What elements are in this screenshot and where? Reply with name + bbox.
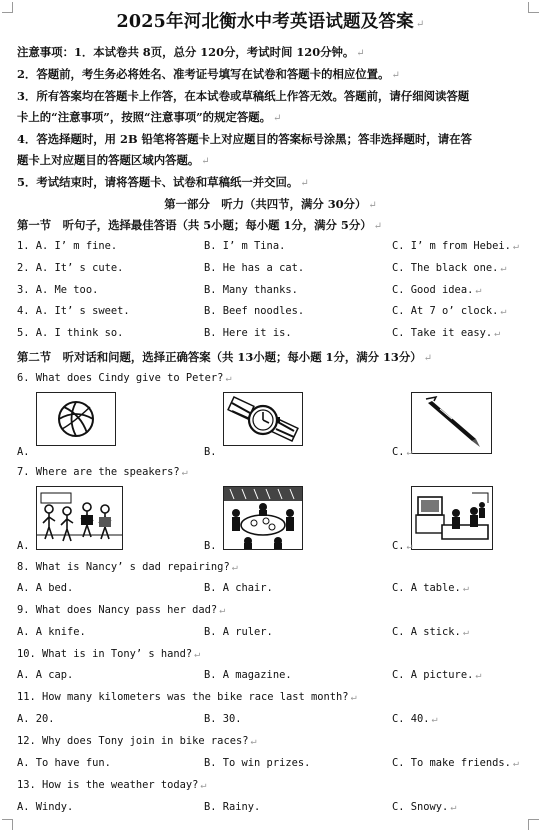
- option-a: A.: [17, 540, 30, 552]
- option-a: A. Windy.: [17, 801, 74, 813]
- question-text: 9. What does Nancy pass her dad? ↵: [17, 604, 226, 616]
- paragraph-mark: ↵: [350, 692, 357, 703]
- paragraph-mark: ↵: [494, 328, 501, 339]
- question-text: 8. What is Nancy’ s dad repairing? ↵: [17, 561, 238, 573]
- paragraph-mark: ↵: [181, 467, 188, 478]
- option-a: A. To have fun.: [17, 757, 111, 769]
- paragraph-mark: ↵: [273, 113, 282, 124]
- question-row: [17, 669, 527, 685]
- note-line: 卡上的“注意事项”，按照“注意事项”的规定答题。 ↵: [17, 110, 282, 124]
- question-row: [17, 327, 527, 343]
- paragraph-mark: ↵: [194, 649, 201, 660]
- option-a: A. A cap.: [17, 669, 74, 681]
- option-a: A. 20.: [17, 713, 55, 725]
- option-c: C. A stick. ↵: [392, 626, 469, 638]
- option-c: C. Take it easy. ↵: [392, 327, 501, 339]
- part-title: 第一部分 听力（共四节，满分 30分） ↵: [164, 197, 377, 211]
- paragraph-mark: ↵: [250, 736, 257, 747]
- section-title: 第一节 听句子，选择最佳答语（共 5小题；每小题 1分，满分 5分） ↵: [17, 218, 383, 232]
- option-a: 1. A. I’ m fine.: [17, 240, 118, 252]
- paragraph-mark: ↵: [423, 353, 433, 364]
- watch-picture: [223, 392, 303, 446]
- paragraph-mark: ↵: [368, 200, 377, 211]
- volleyball-picture: [36, 392, 116, 446]
- paragraph-mark: ↵: [475, 285, 482, 296]
- document-title: [0, 8, 541, 33]
- option-b: B. A chair.: [204, 582, 273, 594]
- note-line: 4．答选择题时，用 2B 铅笔将答题卡上对应题目的答案标号涂黑；答非选择题时，请在答: [17, 132, 472, 146]
- paragraph-mark: ↵: [462, 583, 469, 594]
- question-row: [17, 284, 527, 300]
- option-c: C. The black one. ↵: [392, 262, 507, 274]
- option-b: B. A magazine.: [204, 669, 292, 681]
- note-line: 注意事项：1．本试卷共 8页，总分 120分，考试时间 120分钟。 ↵: [17, 45, 365, 59]
- option-b: B. Many thanks.: [204, 284, 298, 296]
- paragraph-mark: ↵: [391, 70, 400, 81]
- question-text: 6. What does Cindy give to Peter? ↵: [17, 372, 232, 384]
- pen-icon: [412, 393, 491, 453]
- note-line: 5．考试结束时，请将答题卡、试卷和草稿纸一并交回。 ↵: [17, 175, 309, 189]
- option-b: B. 30.: [204, 713, 242, 725]
- question-text: 11. How many kilometers was the bike race last month? ↵: [17, 691, 357, 703]
- option-c: C. I’ m from Hebei. ↵: [392, 240, 519, 252]
- paragraph-mark: ↵: [200, 780, 207, 791]
- option-a: A. A knife.: [17, 626, 86, 638]
- option-a: 3. A. Me too.: [17, 284, 99, 296]
- option-c: C. A picture. ↵: [392, 669, 482, 681]
- paragraph-mark: ↵: [300, 178, 309, 189]
- option-a: A.: [17, 446, 30, 458]
- question-row: [17, 626, 527, 642]
- paragraph-mark: ↵: [450, 802, 457, 813]
- option-a: 2. A. It’ s cute.: [17, 262, 124, 274]
- paragraph-mark: ↵: [415, 19, 425, 30]
- option-c: C. 40. ↵: [392, 713, 438, 725]
- note-line: 2．答题前，考生务必将姓名、准考证号填写在试卷和答题卡的相应位置。 ↵: [17, 67, 400, 81]
- picture-options-row: [17, 446, 527, 462]
- volleyball-icon: [37, 393, 115, 445]
- option-b: B. Here it is.: [204, 327, 292, 339]
- paragraph-mark: ↵: [406, 447, 413, 458]
- question-row: [17, 582, 527, 598]
- option-b: B. Rainy.: [204, 801, 261, 813]
- question-row: [17, 757, 527, 773]
- paragraph-mark: ↵: [225, 373, 232, 384]
- question-row: [17, 262, 527, 278]
- question-row: [17, 713, 527, 729]
- option-c: C. To make friends. ↵: [392, 757, 519, 769]
- option-c: C. Good idea. ↵: [392, 284, 482, 296]
- watch-icon: [224, 393, 302, 445]
- paragraph-mark: ↵: [500, 263, 507, 274]
- option-a: 5. A. I think so.: [17, 327, 124, 339]
- picture-options-row: [17, 540, 527, 556]
- paragraph-mark: ↵: [475, 670, 482, 681]
- note-line: 题卡上对应题目的答题区域内答题。 ↵: [17, 153, 210, 167]
- paragraph-mark: ↵: [462, 627, 469, 638]
- note-line: 3．所有答案均在答题卡上作答，在本试卷或草稿纸上作答无效。答题前，请仔细阅读答题: [17, 89, 470, 103]
- paragraph-mark: ↵: [512, 758, 519, 769]
- paragraph-mark: ↵: [201, 156, 210, 167]
- paragraph-mark: ↵: [512, 241, 519, 252]
- option-b: B.: [204, 540, 217, 552]
- paragraph-mark: ↵: [431, 714, 438, 725]
- question-text: 13. How is the weather today? ↵: [17, 779, 207, 791]
- title-text: 2025年河北衡水中考英语试题及答案: [116, 12, 414, 32]
- option-c: C. Snowy. ↵: [392, 801, 457, 813]
- page-corner-mark: [2, 819, 13, 830]
- option-b: B. A ruler.: [204, 626, 273, 638]
- question-text: 12. Why does Tony join in bike races? ↵: [17, 735, 257, 747]
- paragraph-mark: ↵: [373, 221, 383, 232]
- option-c: C. A table. ↵: [392, 582, 469, 594]
- option-c: C. ↵: [392, 446, 413, 458]
- question-row: [17, 305, 527, 321]
- option-b: B. I’ m Tina.: [204, 240, 286, 252]
- option-c: C. ↵: [392, 540, 413, 552]
- option-b: B. To win prizes.: [204, 757, 311, 769]
- option-b: B. He has a cat.: [204, 262, 305, 274]
- paragraph-mark: ↵: [356, 48, 365, 59]
- paragraph-mark: ↵: [231, 562, 238, 573]
- option-b: B. Beef noodles.: [204, 305, 305, 317]
- option-c: C. At 7 o’ clock. ↵: [392, 305, 507, 317]
- question-text: 10. What is in Tony’ s hand? ↵: [17, 648, 201, 660]
- option-a: A. A bed.: [17, 582, 74, 594]
- question-text: 7. Where are the speakers? ↵: [17, 466, 188, 478]
- paragraph-mark: ↵: [219, 605, 226, 616]
- pen-picture: [411, 392, 492, 454]
- option-b: B.: [204, 446, 217, 458]
- option-a: 4. A. It’ s sweet.: [17, 305, 130, 317]
- question-row: [17, 801, 527, 817]
- paragraph-mark: ↵: [406, 541, 413, 552]
- page-corner-mark: [528, 819, 539, 830]
- section-title: 第二节 听对话和问题，选择正确答案（共 13小题；每小题 1分，满分 13分） ↵: [17, 350, 433, 364]
- paragraph-mark: ↵: [500, 306, 507, 317]
- question-row: [17, 240, 527, 256]
